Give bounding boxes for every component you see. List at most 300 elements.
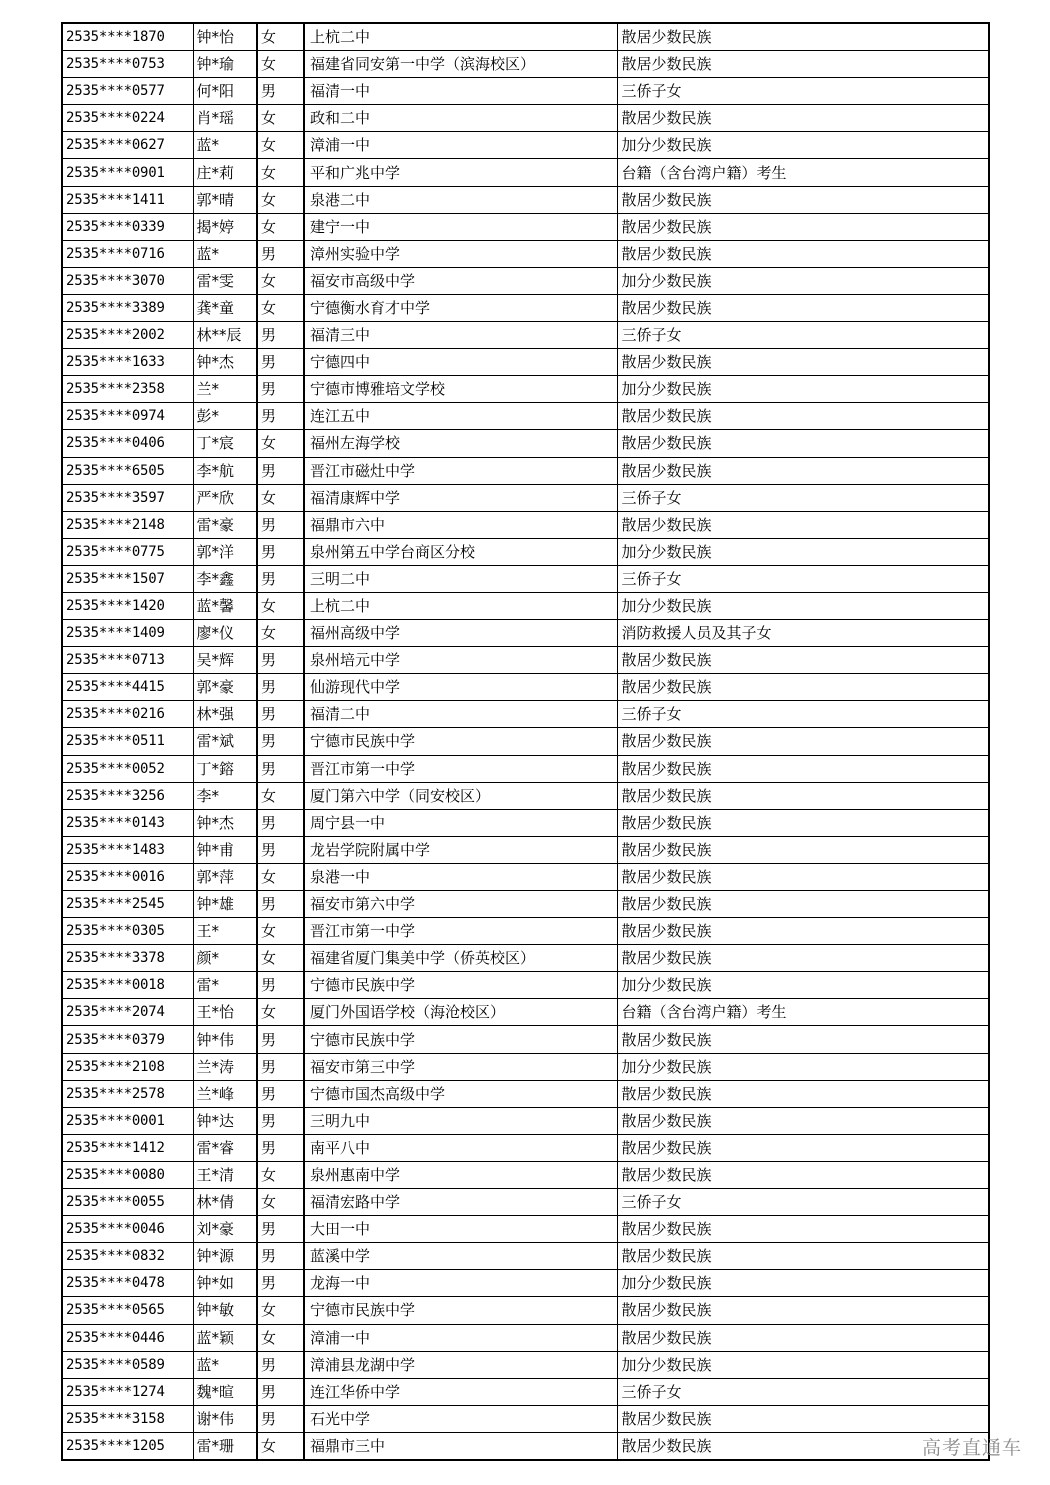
candidate-name-cell: 兰* <box>193 376 257 403</box>
candidate-name-cell: 林*强 <box>193 701 257 728</box>
school-cell: 宁德市民族中学 <box>304 728 617 755</box>
table-row <box>62 1134 989 1161</box>
category-cell: 散居少数民族 <box>617 457 989 484</box>
table-row <box>62 294 989 321</box>
candidate-name-cell: 魏*暄 <box>193 1378 257 1405</box>
candidate-name-cell: 钟*如 <box>193 1270 257 1297</box>
school-cell: 南平八中 <box>304 1134 617 1161</box>
category-cell: 三侨子女 <box>617 565 989 592</box>
table-row <box>62 240 989 267</box>
school-cell: 蓝溪中学 <box>304 1243 617 1270</box>
category-cell: 加分少数民族 <box>617 1270 989 1297</box>
school-cell: 泉港一中 <box>304 863 617 890</box>
candidate-id-cell: 2535****3597 <box>62 484 193 511</box>
school-cell: 漳浦一中 <box>304 1324 617 1351</box>
candidate-id-cell: 2535****0753 <box>62 51 193 78</box>
school-cell: 福鼎市六中 <box>304 511 617 538</box>
gender-cell: 女 <box>257 213 304 240</box>
table-row <box>62 1324 989 1351</box>
candidate-id-cell: 2535****0511 <box>62 728 193 755</box>
gender-cell: 男 <box>257 1216 304 1243</box>
school-cell: 宁德市国杰高级中学 <box>304 1080 617 1107</box>
candidate-id-cell: 2535****3389 <box>62 294 193 321</box>
candidate-id-cell: 2535****0018 <box>62 972 193 999</box>
category-cell: 散居少数民族 <box>617 213 989 240</box>
candidate-id-cell: 2535****1483 <box>62 836 193 863</box>
gender-cell: 男 <box>257 728 304 755</box>
candidate-id-cell: 2535****0080 <box>62 1161 193 1188</box>
gender-cell: 男 <box>257 240 304 267</box>
gender-cell: 男 <box>257 755 304 782</box>
table-row <box>62 836 989 863</box>
gender-cell: 女 <box>257 159 304 186</box>
school-cell: 仙游现代中学 <box>304 674 617 701</box>
candidate-name-cell: 彭* <box>193 403 257 430</box>
table-row <box>62 1107 989 1134</box>
category-cell: 散居少数民族 <box>617 1134 989 1161</box>
category-cell: 散居少数民族 <box>617 836 989 863</box>
category-cell: 散居少数民族 <box>617 755 989 782</box>
category-cell: 散居少数民族 <box>617 1432 989 1460</box>
candidate-name-cell: 颜* <box>193 945 257 972</box>
category-cell: 散居少数民族 <box>617 863 989 890</box>
category-cell: 加分少数民族 <box>617 538 989 565</box>
school-cell: 漳州实验中学 <box>304 240 617 267</box>
table-row <box>62 565 989 592</box>
gender-cell: 女 <box>257 1297 304 1324</box>
candidate-id-cell: 2535****3158 <box>62 1405 193 1432</box>
table-row <box>62 728 989 755</box>
candidate-name-cell: 兰*峰 <box>193 1080 257 1107</box>
table-row <box>62 755 989 782</box>
candidate-name-cell: 雷*珊 <box>193 1432 257 1460</box>
candidate-name-cell: 龚*童 <box>193 294 257 321</box>
school-cell: 福州左海学校 <box>304 430 617 457</box>
category-cell: 加分少数民族 <box>617 1351 989 1378</box>
candidate-name-cell: 林**辰 <box>193 322 257 349</box>
candidate-name-cell: 王* <box>193 918 257 945</box>
category-cell: 散居少数民族 <box>617 1405 989 1432</box>
school-cell: 三明九中 <box>304 1107 617 1134</box>
school-cell: 平和广兆中学 <box>304 159 617 186</box>
gender-cell: 男 <box>257 457 304 484</box>
candidate-name-cell: 李*鑫 <box>193 565 257 592</box>
category-cell: 散居少数民族 <box>617 1324 989 1351</box>
table-row <box>62 647 989 674</box>
candidate-name-cell: 钟*达 <box>193 1107 257 1134</box>
category-cell: 三侨子女 <box>617 78 989 105</box>
table-row <box>62 430 989 457</box>
candidate-name-cell: 雷*斌 <box>193 728 257 755</box>
table-row <box>62 105 989 132</box>
gender-cell: 女 <box>257 267 304 294</box>
school-cell: 宁德市博雅培文学校 <box>304 376 617 403</box>
candidate-name-cell: 蓝* <box>193 1351 257 1378</box>
candidate-name-cell: 林*倩 <box>193 1189 257 1216</box>
candidate-name-cell: 钟*瑜 <box>193 51 257 78</box>
table-row <box>62 213 989 240</box>
category-cell: 散居少数民族 <box>617 403 989 430</box>
candidate-id-cell: 2535****0478 <box>62 1270 193 1297</box>
gender-cell: 女 <box>257 918 304 945</box>
table-row <box>62 1297 989 1324</box>
roster-table <box>61 22 990 1461</box>
school-cell: 厦门外国语学校（海沧校区） <box>304 999 617 1026</box>
gender-cell: 男 <box>257 891 304 918</box>
candidate-id-cell: 2535****3378 <box>62 945 193 972</box>
table-row <box>62 999 989 1026</box>
category-cell: 散居少数民族 <box>617 1297 989 1324</box>
school-cell: 建宁一中 <box>304 213 617 240</box>
table-row <box>62 674 989 701</box>
candidate-id-cell: 2535****0406 <box>62 430 193 457</box>
school-cell: 石光中学 <box>304 1405 617 1432</box>
candidate-id-cell: 2535****0627 <box>62 132 193 159</box>
candidate-name-cell: 李* <box>193 782 257 809</box>
gender-cell: 男 <box>257 403 304 430</box>
category-cell: 三侨子女 <box>617 322 989 349</box>
school-cell: 福建省厦门集美中学（侨英校区） <box>304 945 617 972</box>
category-cell: 散居少数民族 <box>617 23 989 51</box>
candidate-id-cell: 2535****1870 <box>62 23 193 51</box>
gender-cell: 女 <box>257 999 304 1026</box>
gender-cell: 女 <box>257 105 304 132</box>
candidate-name-cell: 庄*莉 <box>193 159 257 186</box>
candidate-id-cell: 2535****2002 <box>62 322 193 349</box>
category-cell: 加分少数民族 <box>617 1053 989 1080</box>
candidate-id-cell: 2535****6505 <box>62 457 193 484</box>
candidate-id-cell: 2535****0143 <box>62 809 193 836</box>
gender-cell: 男 <box>257 349 304 376</box>
school-cell: 泉州惠南中学 <box>304 1161 617 1188</box>
candidate-id-cell: 2535****2074 <box>62 999 193 1026</box>
school-cell: 福安市高级中学 <box>304 267 617 294</box>
candidate-name-cell: 蓝* <box>193 240 257 267</box>
category-cell: 散居少数民族 <box>617 51 989 78</box>
candidate-name-cell: 郭*洋 <box>193 538 257 565</box>
table-row <box>62 1405 989 1432</box>
candidate-id-cell: 2535****1409 <box>62 620 193 647</box>
candidate-id-cell: 2535****1205 <box>62 1432 193 1460</box>
category-cell: 散居少数民族 <box>617 728 989 755</box>
candidate-id-cell: 2535****1411 <box>62 186 193 213</box>
candidate-name-cell: 吴*辉 <box>193 647 257 674</box>
table-row <box>62 809 989 836</box>
school-cell: 连江华侨中学 <box>304 1378 617 1405</box>
school-cell: 福清康辉中学 <box>304 484 617 511</box>
category-cell: 散居少数民族 <box>617 674 989 701</box>
table-row <box>62 403 989 430</box>
candidate-name-cell: 雷* <box>193 972 257 999</box>
candidate-name-cell: 钟*雄 <box>193 891 257 918</box>
school-cell: 漳浦一中 <box>304 132 617 159</box>
table-row <box>62 322 989 349</box>
candidate-name-cell: 郭*萍 <box>193 863 257 890</box>
school-cell: 福建省同安第一中学（滨海校区） <box>304 51 617 78</box>
candidate-name-cell: 李*航 <box>193 457 257 484</box>
school-cell: 泉州培元中学 <box>304 647 617 674</box>
category-cell: 散居少数民族 <box>617 918 989 945</box>
table-row <box>62 511 989 538</box>
table-row <box>62 1026 989 1053</box>
category-cell: 三侨子女 <box>617 484 989 511</box>
gender-cell: 男 <box>257 1134 304 1161</box>
candidate-name-cell: 钟*杰 <box>193 809 257 836</box>
candidate-id-cell: 2535****0046 <box>62 1216 193 1243</box>
gender-cell: 女 <box>257 863 304 890</box>
candidate-id-cell: 2535****0001 <box>62 1107 193 1134</box>
candidate-id-cell: 2535****3070 <box>62 267 193 294</box>
table-row <box>62 1080 989 1107</box>
school-cell: 连江五中 <box>304 403 617 430</box>
candidate-name-cell: 钟*源 <box>193 1243 257 1270</box>
category-cell: 三侨子女 <box>617 1189 989 1216</box>
school-cell: 泉港二中 <box>304 186 617 213</box>
gender-cell: 男 <box>257 809 304 836</box>
category-cell: 台籍（含台湾户籍）考生 <box>617 999 989 1026</box>
gender-cell: 男 <box>257 376 304 403</box>
candidate-id-cell: 2535****0775 <box>62 538 193 565</box>
candidate-id-cell: 2535****2148 <box>62 511 193 538</box>
category-cell: 散居少数民族 <box>617 1080 989 1107</box>
candidate-id-cell: 2535****0589 <box>62 1351 193 1378</box>
candidate-id-cell: 2535****0379 <box>62 1026 193 1053</box>
table-row <box>62 701 989 728</box>
candidate-id-cell: 2535****1507 <box>62 565 193 592</box>
table-row <box>62 51 989 78</box>
candidate-id-cell: 2535****0716 <box>62 240 193 267</box>
candidate-id-cell: 2535****0446 <box>62 1324 193 1351</box>
category-cell: 散居少数民族 <box>617 782 989 809</box>
gender-cell: 女 <box>257 1432 304 1460</box>
school-cell: 泉州第五中学台商区分校 <box>304 538 617 565</box>
candidate-name-cell: 雷*雯 <box>193 267 257 294</box>
gender-cell: 女 <box>257 782 304 809</box>
category-cell: 散居少数民族 <box>617 430 989 457</box>
category-cell: 散居少数民族 <box>617 647 989 674</box>
candidate-id-cell: 2535****2545 <box>62 891 193 918</box>
category-cell: 加分少数民族 <box>617 132 989 159</box>
school-cell: 宁德市民族中学 <box>304 972 617 999</box>
school-cell: 晋江市第一中学 <box>304 918 617 945</box>
candidate-id-cell: 2535****2358 <box>62 376 193 403</box>
table-row <box>62 484 989 511</box>
candidate-name-cell: 钟*怡 <box>193 23 257 51</box>
candidate-name-cell: 钟*敏 <box>193 1297 257 1324</box>
school-cell: 周宁县一中 <box>304 809 617 836</box>
candidate-name-cell: 蓝*颖 <box>193 1324 257 1351</box>
category-cell: 散居少数民族 <box>617 1216 989 1243</box>
candidate-id-cell: 2535****0565 <box>62 1297 193 1324</box>
gender-cell: 女 <box>257 945 304 972</box>
candidate-id-cell: 2535****0974 <box>62 403 193 430</box>
school-cell: 上杭二中 <box>304 23 617 51</box>
candidate-id-cell: 2535****2108 <box>62 1053 193 1080</box>
gender-cell: 男 <box>257 322 304 349</box>
candidate-id-cell: 2535****0224 <box>62 105 193 132</box>
school-cell: 福安市第三中学 <box>304 1053 617 1080</box>
category-cell: 三侨子女 <box>617 1378 989 1405</box>
candidate-id-cell: 2535****0052 <box>62 755 193 782</box>
category-cell: 散居少数民族 <box>617 240 989 267</box>
gender-cell: 男 <box>257 511 304 538</box>
table-row <box>62 1243 989 1270</box>
candidate-name-cell: 雷*睿 <box>193 1134 257 1161</box>
school-cell: 三明二中 <box>304 565 617 592</box>
candidate-name-cell: 蓝* <box>193 132 257 159</box>
candidate-name-cell: 钟*甫 <box>193 836 257 863</box>
candidate-name-cell: 兰*涛 <box>193 1053 257 1080</box>
category-cell: 消防救援人员及其子女 <box>617 620 989 647</box>
gender-cell: 女 <box>257 51 304 78</box>
table-row <box>62 1351 989 1378</box>
candidate-id-cell: 2535****2578 <box>62 1080 193 1107</box>
gender-cell: 女 <box>257 186 304 213</box>
table-row <box>62 1270 989 1297</box>
candidate-name-cell: 钟*伟 <box>193 1026 257 1053</box>
table-row <box>62 159 989 186</box>
candidate-id-cell: 2535****0339 <box>62 213 193 240</box>
table-row <box>62 1432 989 1460</box>
table-row <box>62 620 989 647</box>
candidate-name-cell: 谢*伟 <box>193 1405 257 1432</box>
candidate-name-cell: 揭*婷 <box>193 213 257 240</box>
table-row <box>62 782 989 809</box>
category-cell: 三侨子女 <box>617 701 989 728</box>
school-cell: 宁德市民族中学 <box>304 1026 617 1053</box>
candidate-id-cell: 2535****0216 <box>62 701 193 728</box>
table-row <box>62 1161 989 1188</box>
school-cell: 宁德衡水育才中学 <box>304 294 617 321</box>
category-cell: 散居少数民族 <box>617 1107 989 1134</box>
gender-cell: 男 <box>257 836 304 863</box>
gender-cell: 女 <box>257 430 304 457</box>
candidate-id-cell: 2535****0832 <box>62 1243 193 1270</box>
candidate-id-cell: 2535****0055 <box>62 1189 193 1216</box>
table-row <box>62 267 989 294</box>
school-cell: 宁德市民族中学 <box>304 1297 617 1324</box>
table-row <box>62 1189 989 1216</box>
school-cell: 福清三中 <box>304 322 617 349</box>
table-row <box>62 538 989 565</box>
table-row <box>62 592 989 619</box>
table-row <box>62 349 989 376</box>
gender-cell: 男 <box>257 972 304 999</box>
category-cell: 散居少数民族 <box>617 1026 989 1053</box>
school-cell: 福鼎市三中 <box>304 1432 617 1460</box>
table-row <box>62 918 989 945</box>
table-row <box>62 1053 989 1080</box>
school-cell: 福州高级中学 <box>304 620 617 647</box>
table-row <box>62 1378 989 1405</box>
school-cell: 福清一中 <box>304 78 617 105</box>
candidate-name-cell: 蓝*馨 <box>193 592 257 619</box>
category-cell: 加分少数民族 <box>617 267 989 294</box>
candidate-name-cell: 肖*瑶 <box>193 105 257 132</box>
gender-cell: 男 <box>257 1026 304 1053</box>
gender-cell: 男 <box>257 565 304 592</box>
candidate-id-cell: 2535****4415 <box>62 674 193 701</box>
candidate-name-cell: 王*怡 <box>193 999 257 1026</box>
table-row <box>62 23 989 51</box>
candidate-name-cell: 雷*豪 <box>193 511 257 538</box>
table-row <box>62 376 989 403</box>
candidate-id-cell: 2535****0016 <box>62 863 193 890</box>
candidate-id-cell: 2535****0713 <box>62 647 193 674</box>
table-row <box>62 891 989 918</box>
gender-cell: 女 <box>257 1324 304 1351</box>
category-cell: 加分少数民族 <box>617 376 989 403</box>
gender-cell: 男 <box>257 1270 304 1297</box>
gender-cell: 男 <box>257 1351 304 1378</box>
school-cell: 福清二中 <box>304 701 617 728</box>
category-cell: 散居少数民族 <box>617 349 989 376</box>
school-cell: 政和二中 <box>304 105 617 132</box>
watermark: 高考直通车 <box>921 1437 1022 1459</box>
gender-cell: 女 <box>257 1189 304 1216</box>
gender-cell: 男 <box>257 1080 304 1107</box>
category-cell: 散居少数民族 <box>617 105 989 132</box>
candidate-name-cell: 王*清 <box>193 1161 257 1188</box>
gender-cell: 男 <box>257 1053 304 1080</box>
table-row <box>62 78 989 105</box>
category-cell: 散居少数民族 <box>617 891 989 918</box>
gender-cell: 女 <box>257 23 304 51</box>
gender-cell: 男 <box>257 1378 304 1405</box>
gender-cell: 男 <box>257 1107 304 1134</box>
candidate-name-cell: 丁*宸 <box>193 430 257 457</box>
candidate-id-cell: 2535****0901 <box>62 159 193 186</box>
school-cell: 上杭二中 <box>304 592 617 619</box>
school-cell: 漳浦县龙湖中学 <box>304 1351 617 1378</box>
category-cell: 散居少数民族 <box>617 511 989 538</box>
candidate-name-cell: 廖*仪 <box>193 620 257 647</box>
school-cell: 大田一中 <box>304 1216 617 1243</box>
gender-cell: 男 <box>257 78 304 105</box>
gender-cell: 男 <box>257 1243 304 1270</box>
gender-cell: 女 <box>257 484 304 511</box>
table-row <box>62 186 989 213</box>
category-cell: 散居少数民族 <box>617 186 989 213</box>
gender-cell: 男 <box>257 647 304 674</box>
table-row <box>62 132 989 159</box>
category-cell: 散居少数民族 <box>617 809 989 836</box>
candidate-name-cell: 钟*杰 <box>193 349 257 376</box>
candidate-id-cell: 2535****0577 <box>62 78 193 105</box>
candidate-name-cell: 郭*晴 <box>193 186 257 213</box>
candidate-name-cell: 刘*豪 <box>193 1216 257 1243</box>
candidate-name-cell: 郭*豪 <box>193 674 257 701</box>
candidate-name-cell: 何*阳 <box>193 78 257 105</box>
table-row <box>62 863 989 890</box>
category-cell: 散居少数民族 <box>617 945 989 972</box>
gender-cell: 女 <box>257 132 304 159</box>
school-cell: 宁德四中 <box>304 349 617 376</box>
school-cell: 龙岩学院附属中学 <box>304 836 617 863</box>
table-row <box>62 1216 989 1243</box>
school-cell: 龙海一中 <box>304 1270 617 1297</box>
gender-cell: 女 <box>257 294 304 321</box>
category-cell: 加分少数民族 <box>617 592 989 619</box>
roster-body <box>62 23 989 1460</box>
candidate-id-cell: 2535****0305 <box>62 918 193 945</box>
gender-cell: 男 <box>257 538 304 565</box>
candidate-id-cell: 2535****1633 <box>62 349 193 376</box>
category-cell: 散居少数民族 <box>617 1161 989 1188</box>
category-cell: 加分少数民族 <box>617 972 989 999</box>
gender-cell: 女 <box>257 592 304 619</box>
school-cell: 福安市第六中学 <box>304 891 617 918</box>
